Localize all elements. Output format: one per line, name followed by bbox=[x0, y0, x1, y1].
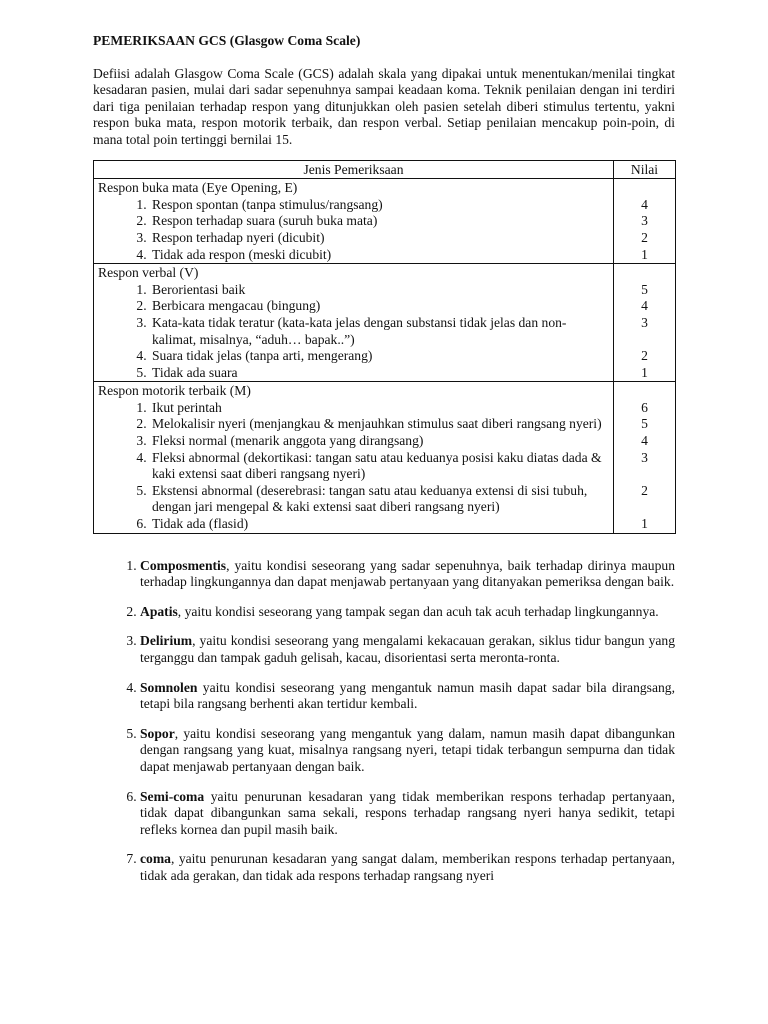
score-value: 3 bbox=[641, 314, 648, 330]
level-term: Somnolen bbox=[140, 679, 198, 695]
score-value: 1 bbox=[641, 516, 648, 532]
score-value: 5 bbox=[641, 281, 648, 297]
list-item: 1. Respon spontan (tanpa stimulus/rangsang) bbox=[150, 197, 609, 214]
list-item: 2. Berbicara mengacau (bingung) bbox=[150, 298, 609, 315]
table-section-motor bbox=[94, 382, 676, 533]
score-value: 2 bbox=[641, 348, 648, 364]
list-item: 4. Fleksi abnormal (dekortikasi: tangan satu atau keduanya posisi kaku diatas dada & kaki extensi saat diberi rangsang nyeri) bbox=[150, 450, 609, 483]
list-item bbox=[140, 604, 675, 621]
table-header-row bbox=[94, 160, 676, 179]
list-item bbox=[140, 558, 675, 591]
list-item bbox=[140, 789, 675, 839]
value-cell bbox=[614, 382, 676, 533]
score-value: 4 bbox=[641, 298, 648, 314]
list-item: 2. Respon terhadap suara (suruh buka mata) bbox=[150, 213, 609, 230]
gcs-table bbox=[93, 160, 676, 534]
list-item: 2. Melokalisir nyeri (menjangkau & menjauhkan stimulus saat diberi rangsang nyeri) bbox=[150, 416, 609, 433]
value-cell bbox=[614, 179, 676, 264]
score-value: 3 bbox=[641, 213, 648, 229]
list-item: 1. Ikut perintah bbox=[150, 400, 609, 417]
column-header-nilai: Nilai bbox=[614, 160, 676, 179]
score-value: 5 bbox=[641, 416, 648, 432]
list-item: 5. Ekstensi abnormal (deserebrasi: tangan satu atau keduanya extensi di sisi tubuh, dengan jari mengepal & kaki extensi saat diberi rangsang nyeri) bbox=[150, 483, 609, 516]
list-item: 1. Berorientasi baik bbox=[150, 282, 609, 299]
level-term: Sopor bbox=[140, 725, 175, 741]
score-value: 2 bbox=[641, 229, 648, 245]
value-cell bbox=[614, 264, 676, 382]
consciousness-levels-list bbox=[93, 558, 675, 885]
level-description: , yaitu penurunan kesadaran yang sangat dalam, memberikan respons terhadap pertanyaan, tidak ada gerakan, dan tidak ada respons terhadap rangsang nyeri bbox=[140, 851, 675, 883]
level-description: yaitu penurunan kesadaran yang tidak memberikan respons terhadap pertanyaan, tidak dapat dibangunkan sama sekali, respons terhadap rangsang nyeri hanya sedikit, tetapi refleks kornea dan pupil masih baik. bbox=[140, 788, 675, 837]
section-heading: Respon motorik terbaik (M) bbox=[98, 383, 251, 399]
list-item bbox=[140, 726, 675, 776]
level-term: Apatis bbox=[140, 603, 178, 619]
level-term: coma bbox=[140, 851, 171, 867]
list-item: 4. Tidak ada respon (meski dicubit) bbox=[150, 247, 609, 264]
list-item: 3. Respon terhadap nyeri (dicubit) bbox=[150, 230, 609, 247]
section-heading: Respon verbal (V) bbox=[98, 265, 199, 281]
score-value: 3 bbox=[641, 449, 648, 465]
score-value: 4 bbox=[641, 433, 648, 449]
table-section-eye bbox=[94, 179, 676, 264]
intro-paragraph: Defiisi adalah Glasgow Coma Scale (GCS) adalah skala yang dipakai untuk menentukan/menilai tingkat kesadaran pasien, mulai dari sadar sepenuhnya sampai keadaan koma. Teknik penilaian dengan ini terdiri dari tiga penilaian terhadap respon yang ditunjukkan oleh pasien setelah diberi stimulus tertentu, yakni respon buka mata, respon motorik terbaik, dan respon verbal. Setiap penilaian mencakup poin-poin, di mana total poin tertinggi bernilai 15. bbox=[93, 65, 675, 147]
item-list bbox=[98, 282, 609, 382]
score-value: 6 bbox=[641, 399, 648, 415]
column-header-jenis: Jenis Pemeriksaan bbox=[94, 160, 614, 179]
list-item bbox=[140, 851, 675, 884]
level-description: , yaitu kondisi seseorang yang mengantuk yang dalam, namun masih dapat dibangunkan dengan rangsang yang kuat, misalnya rangsang nyeri, tetapi tidak terbangun sempurna dan tidak dapat menjawab pertanyaan dengan baik. bbox=[140, 725, 675, 774]
list-item: 3. Fleksi normal (menarik anggota yang dirangsang) bbox=[150, 433, 609, 450]
item-list bbox=[98, 197, 609, 263]
level-term: Delirium bbox=[140, 633, 193, 649]
level-description: , yaitu kondisi seseorang yang mengalami kekacauan gerakan, siklus tidur bangun yang terganggu dan tampak gaduh gelisah, kacau, disorientasi serta meronta-ronta. bbox=[140, 633, 675, 665]
document-title: PEMERIKSAAN GCS (Glasgow Coma Scale) bbox=[93, 33, 361, 48]
list-item bbox=[140, 633, 675, 666]
section-heading: Respon buka mata (Eye Opening, E) bbox=[98, 180, 298, 196]
score-value: 2 bbox=[641, 482, 648, 498]
list-item bbox=[140, 680, 675, 713]
list-item: 3. Kata-kata tidak teratur (kata-kata jelas dengan substansi tidak jelas dan non-kalimat, misalnya, “aduh… bapak..”) bbox=[150, 315, 609, 348]
list-item: 4. Suara tidak jelas (tanpa arti, mengerang) bbox=[150, 348, 609, 365]
level-term: Composmentis bbox=[140, 557, 227, 573]
level-description: , yaitu kondisi seseorang yang tampak segan dan acuh tak acuh terhadap lingkungannya. bbox=[177, 603, 659, 619]
level-description: , yaitu kondisi seseorang yang sadar sepenuhnya, baik terhadap dirinya maupun terhadap lingkungannya dan dapat menjawab pertanyaan yang ditanyakan pemeriksa dengan baik. bbox=[140, 557, 675, 590]
level-term: Semi-coma bbox=[140, 788, 205, 804]
score-value: 1 bbox=[641, 246, 648, 262]
list-item: 6. Tidak ada (flasid) bbox=[150, 516, 609, 533]
level-description: yaitu kondisi seseorang yang mengantuk namun masih dapat sadar bila dirangsang, tetapi bila rangsang berhenti akan tertidur kembali. bbox=[140, 679, 675, 712]
list-item: 5. Tidak ada suara bbox=[150, 365, 609, 382]
table-section-verbal bbox=[94, 264, 676, 382]
document-page bbox=[93, 33, 675, 898]
item-list bbox=[98, 400, 609, 533]
score-value: 4 bbox=[641, 196, 648, 212]
score-value: 1 bbox=[641, 364, 648, 380]
